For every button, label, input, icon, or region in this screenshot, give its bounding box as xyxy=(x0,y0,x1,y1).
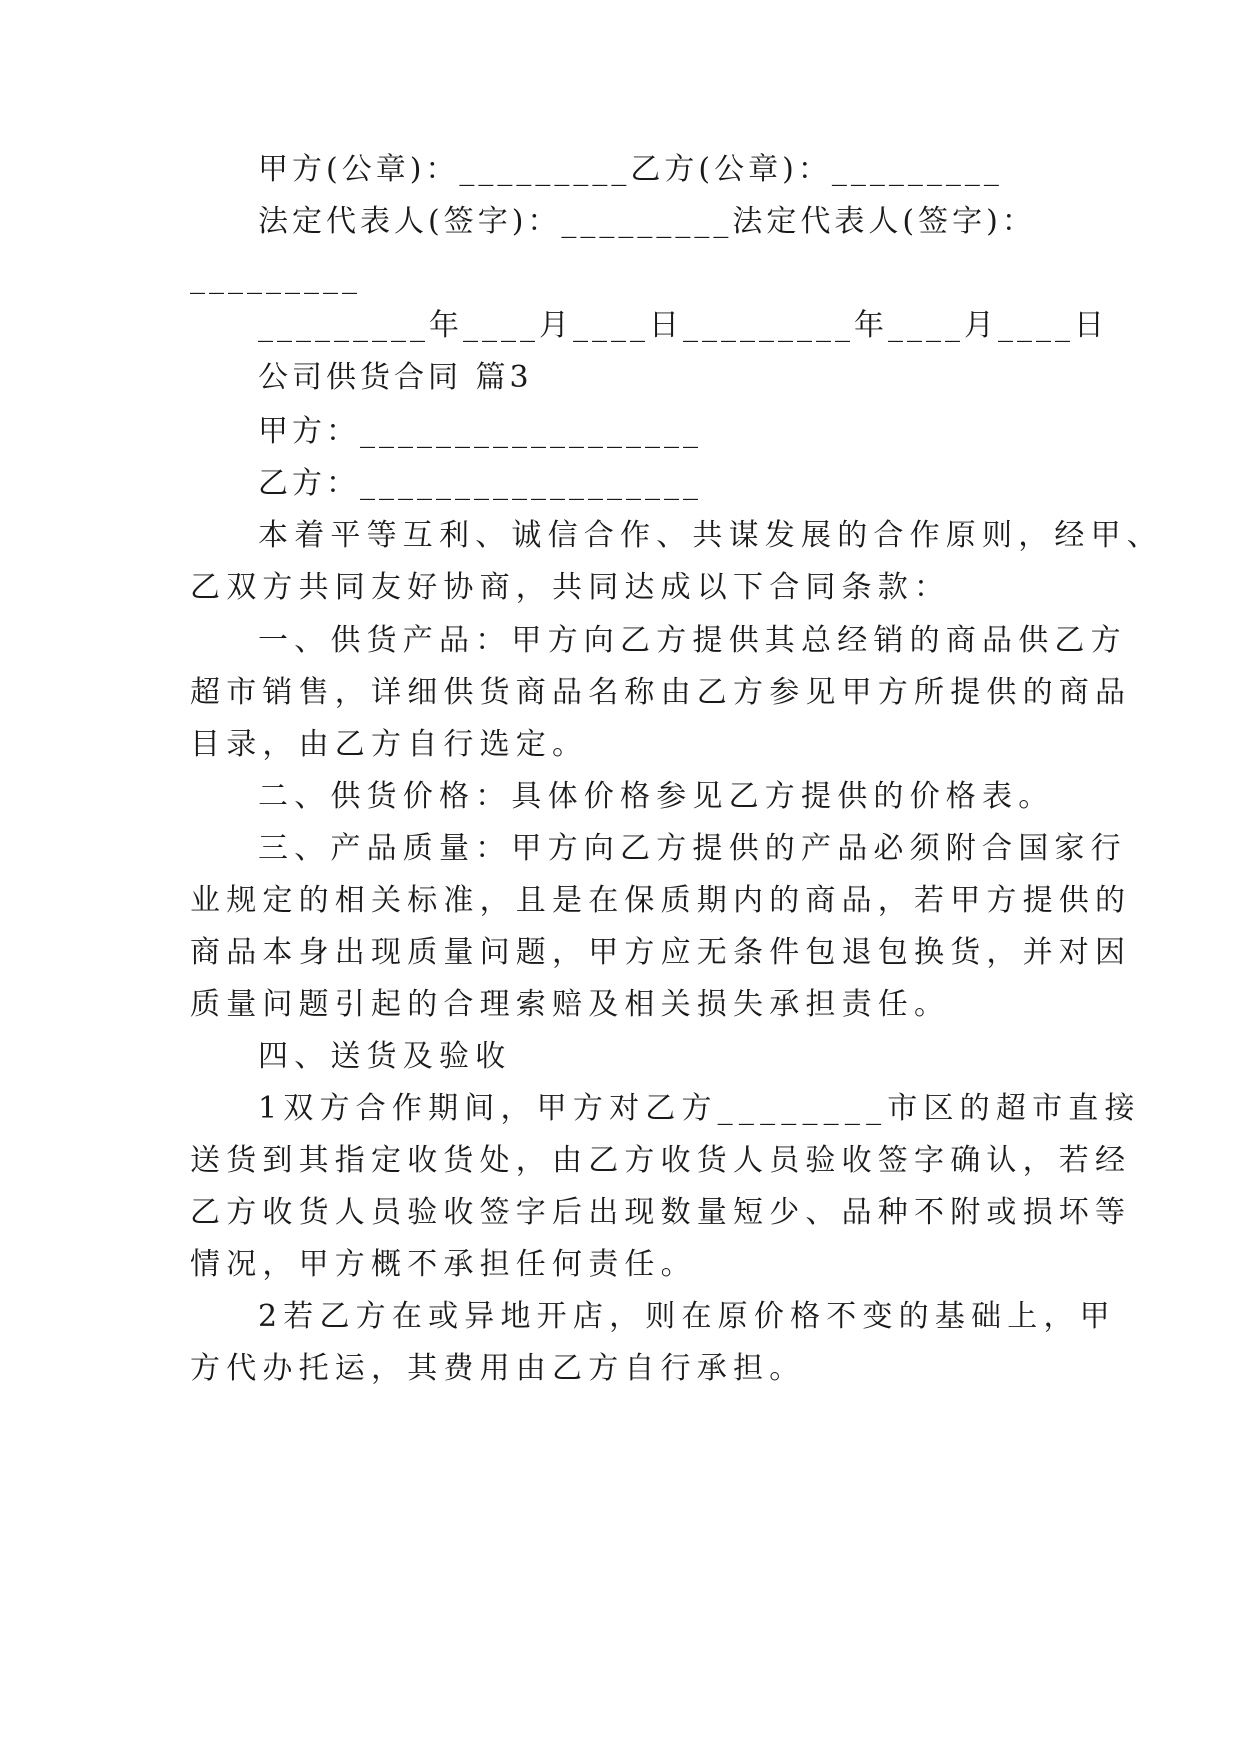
signature-representative-blank: _________ xyxy=(190,260,361,295)
paragraph-line: 超市销售，详细供货商品名称由乙方参见甲方所提供的商品 xyxy=(190,675,1132,710)
paragraph-line: 情况，甲方概不承担任何责任。 xyxy=(190,1247,697,1282)
paragraph-line: 业规定的相关标准，且是在保质期内的商品，若甲方提供的 xyxy=(190,883,1132,918)
paragraph-line: 二、供货价格：具体价格参见乙方提供的价格表。 xyxy=(258,779,1055,814)
paragraph-line: 乙方收货人员验收签字后出现数量短少、品种不附或损坏等 xyxy=(190,1195,1132,1230)
paragraph-line: 目录，由乙方自行选定。 xyxy=(190,727,589,762)
paragraph-line: 一、供货产品：甲方向乙方提供其总经销的商品供乙方 xyxy=(258,623,1127,658)
paragraph-line: 质量问题引起的合理索赔及相关损失承担责任。 xyxy=(190,987,951,1022)
paragraph-line: 方代办托运，其费用由乙方自行承担。 xyxy=(190,1351,806,1386)
paragraph-line: 三、产品质量：甲方向乙方提供的产品必须附合国家行 xyxy=(258,831,1127,866)
party-a-line: 甲方：__________________ xyxy=(258,414,702,449)
paragraph-line: 2若乙方在或异地开店，则在原价格不变的基础上，甲 xyxy=(258,1299,1116,1334)
paragraph-line: 乙双方共同友好协商，共同达成以下合同条款： xyxy=(190,570,951,605)
paragraph-line: 四、送货及验收 xyxy=(258,1039,512,1074)
party-b-line: 乙方：__________________ xyxy=(258,466,702,501)
signature-representative-line: 法定代表人(签字)：_________法定代表人(签字)： xyxy=(258,204,1036,239)
paragraph-line: 送货到其指定收货处，由乙方收货人员验收签字确认，若经 xyxy=(190,1143,1132,1178)
paragraph-line: 本着平等互利、诚信合作、共谋发展的合作原则，经甲、 xyxy=(258,518,1163,553)
signature-date-line: _________年____月____日_________年____月____日 xyxy=(258,308,1108,343)
paragraph-line: 商品本身出现质量问题，甲方应无条件包退包换货，并对因 xyxy=(190,935,1132,970)
signature-seal-line: 甲方(公章)：_________乙方(公章)：_________ xyxy=(258,152,1003,187)
section-title: 公司供货合同 篇3 xyxy=(258,360,533,395)
paragraph-line: 1双方合作期间，甲方对乙方________市区的超市直接 xyxy=(258,1091,1141,1126)
